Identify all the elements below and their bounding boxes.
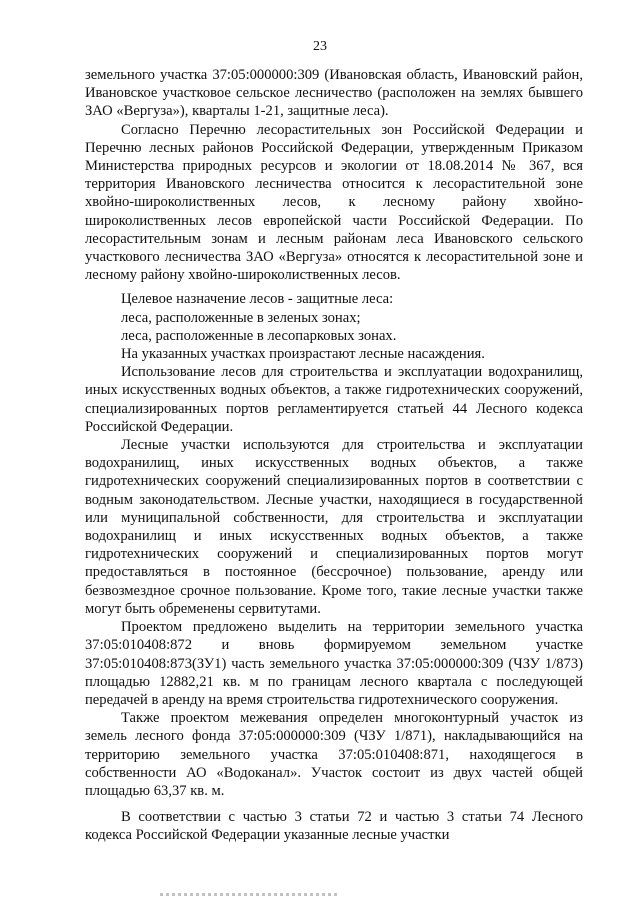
list-item-park-zones: леса, расположенные в лесопарковых зонах.: [121, 327, 397, 344]
scan-artifact: [160, 893, 340, 896]
document-body: [85, 66, 583, 845]
paragraph-plantings: На указанных участках произрастают лесные насаждения.: [121, 346, 485, 363]
paragraph-project-proposal: Проектом предложено выделить на территории земельного участка 37:05:010408:872 и вновь формируемом земельном участке 37:05:010408:873(ЗУ1) часть земельного участка 37:05:000000:309 (ЧЗУ 1/873) площадью 12882,21 кв. м по границам лесного квартала с последующей передачей в аренду на время строительства гидротехнического сооружения.: [85, 619, 583, 708]
page-number: 23: [313, 39, 327, 54]
paragraph-article-44: Использование лесов для строительства и эксплуатации водохранилищ, иных искусственных водных объектов, а также гидротехнических сооружений, специализированных портов регламентируется статьей 44 Лесного кодекса Российской Федерации.: [85, 364, 583, 435]
paragraph-usage-rights: Лесные участки используются для строительства и эксплуатации водохранилищ, иных искусственных водных объектов, а также гидротехнических сооружений специализированных портов в соответствии с водным законодательством. Лесные участки, находящиеся в государственной или муниципальной собственности, для строительства и эксплуатации водохранилищ и иных искусственных водных объектов, а также гидротехнических сооружений и специализированных портов могут предоставляться в постоянное (бессрочное) пользование, аренду или безвозмездное срочное пользование. Кроме того, такие лесные участки также могут быть обременены сервитутами.: [85, 437, 583, 617]
paragraph-purpose-heading: Целевое назначение лесов - защитные леса:: [121, 291, 394, 308]
list-item-green-zones: леса, расположенные в зеленых зонах;: [121, 309, 361, 326]
paragraph-land-plot-description: земельного участка 37:05:000000:309 (Ивановская область, Ивановский район, Ивановское участковое сельское лесничество (расположен на землях бывшего ЗАО «Вергуза»), кварталы 1-21, защитные леса).: [85, 67, 583, 120]
paragraph-forest-zones: Согласно Перечню лесорастительных зон Российской Федерации и Перечню лесных районов Российской Федерации, утвержденным Приказом Министерства природных ресурсов и экологии от 18.08.2014 № 367, вся территория Ивановского лесничества относится к лесорастительной зоне хвойно-широколиственных лесов, к лесному району хвойно-широколиственных лесов европейской части Российской Федерации. По лесорастительным зонам и лесным районам леса Ивановского сельского участкового лесничества ЗАО «Вергуза» относятся к лесорастительной зоне и лесному району хвойно-широколиственных лесов.: [85, 121, 583, 284]
paragraph-multicontour-plot: Также проектом межевания определен многоконтурный участок из земель лесного фонда 37:05:000000:309 (ЧЗУ 1/871), накладывающийся на территорию земельного участка 37:05:010408:871, находящегося в собственности АО «Водоканал». Участок состоит из двух частей общей площадью 63,37 кв. м.: [85, 710, 583, 799]
paragraph-articles-72-74: В соответствии с частью 3 статьи 72 и частью 3 статьи 74 Лесного кодекса Российской Федерации указанные лесные участки: [85, 809, 583, 844]
